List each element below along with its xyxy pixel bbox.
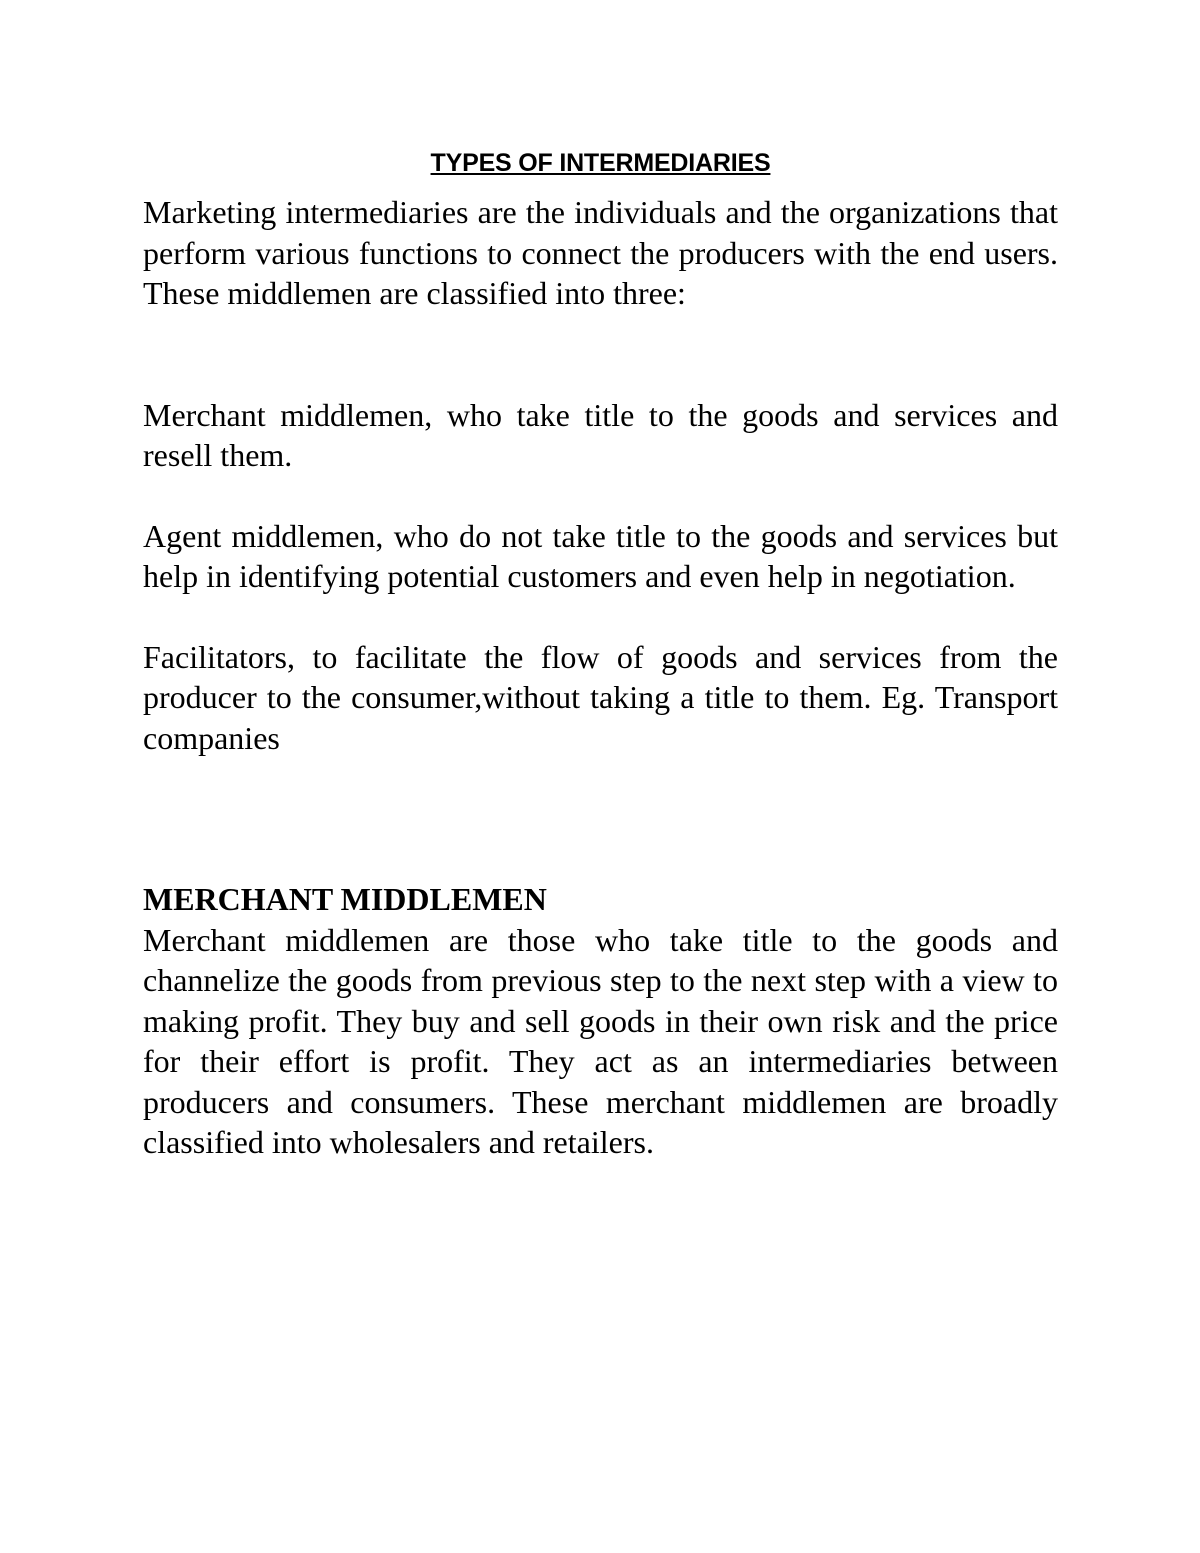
type-paragraph-agent: Agent middlemen, who do not take title to the goods and services but help in identifying potential customers and even help in negotiation. [143,517,1058,594]
spacer [143,597,1058,637]
spacer [143,758,1058,879]
intro-paragraph: Marketing intermediaries are the individuals and the organizations that perform various functions to connect the producers with the end users. These middlemen are classified into three: [143,194,1058,311]
document-content [143,148,1058,1163]
section-body-paragraph: Merchant middlemen are those who take title to the goods and channelize the goods from previous step to the next step with a view to making profit. They buy and sell goods in their own risk and the price for their effort is profit. They act as an intermediaries between producers and consumers. These merchant middlemen are broadly classified into wholesalers and retailers. [143,921,1058,1160]
section-heading: MERCHANT MIDDLEMEN [143,881,547,917]
spacer [143,314,1058,395]
spacer [143,476,1058,516]
type-paragraph-facilitators: Facilitators, to facilitate the flow of goods and services from the producer to the consumer,without taking a title to them. Eg. Transport companies [143,638,1058,756]
type-paragraph-merchant: Merchant middlemen, who take title to the goods and services and resell them. [143,396,1058,473]
document-title: TYPES OF INTERMEDIARIES [430,149,771,177]
